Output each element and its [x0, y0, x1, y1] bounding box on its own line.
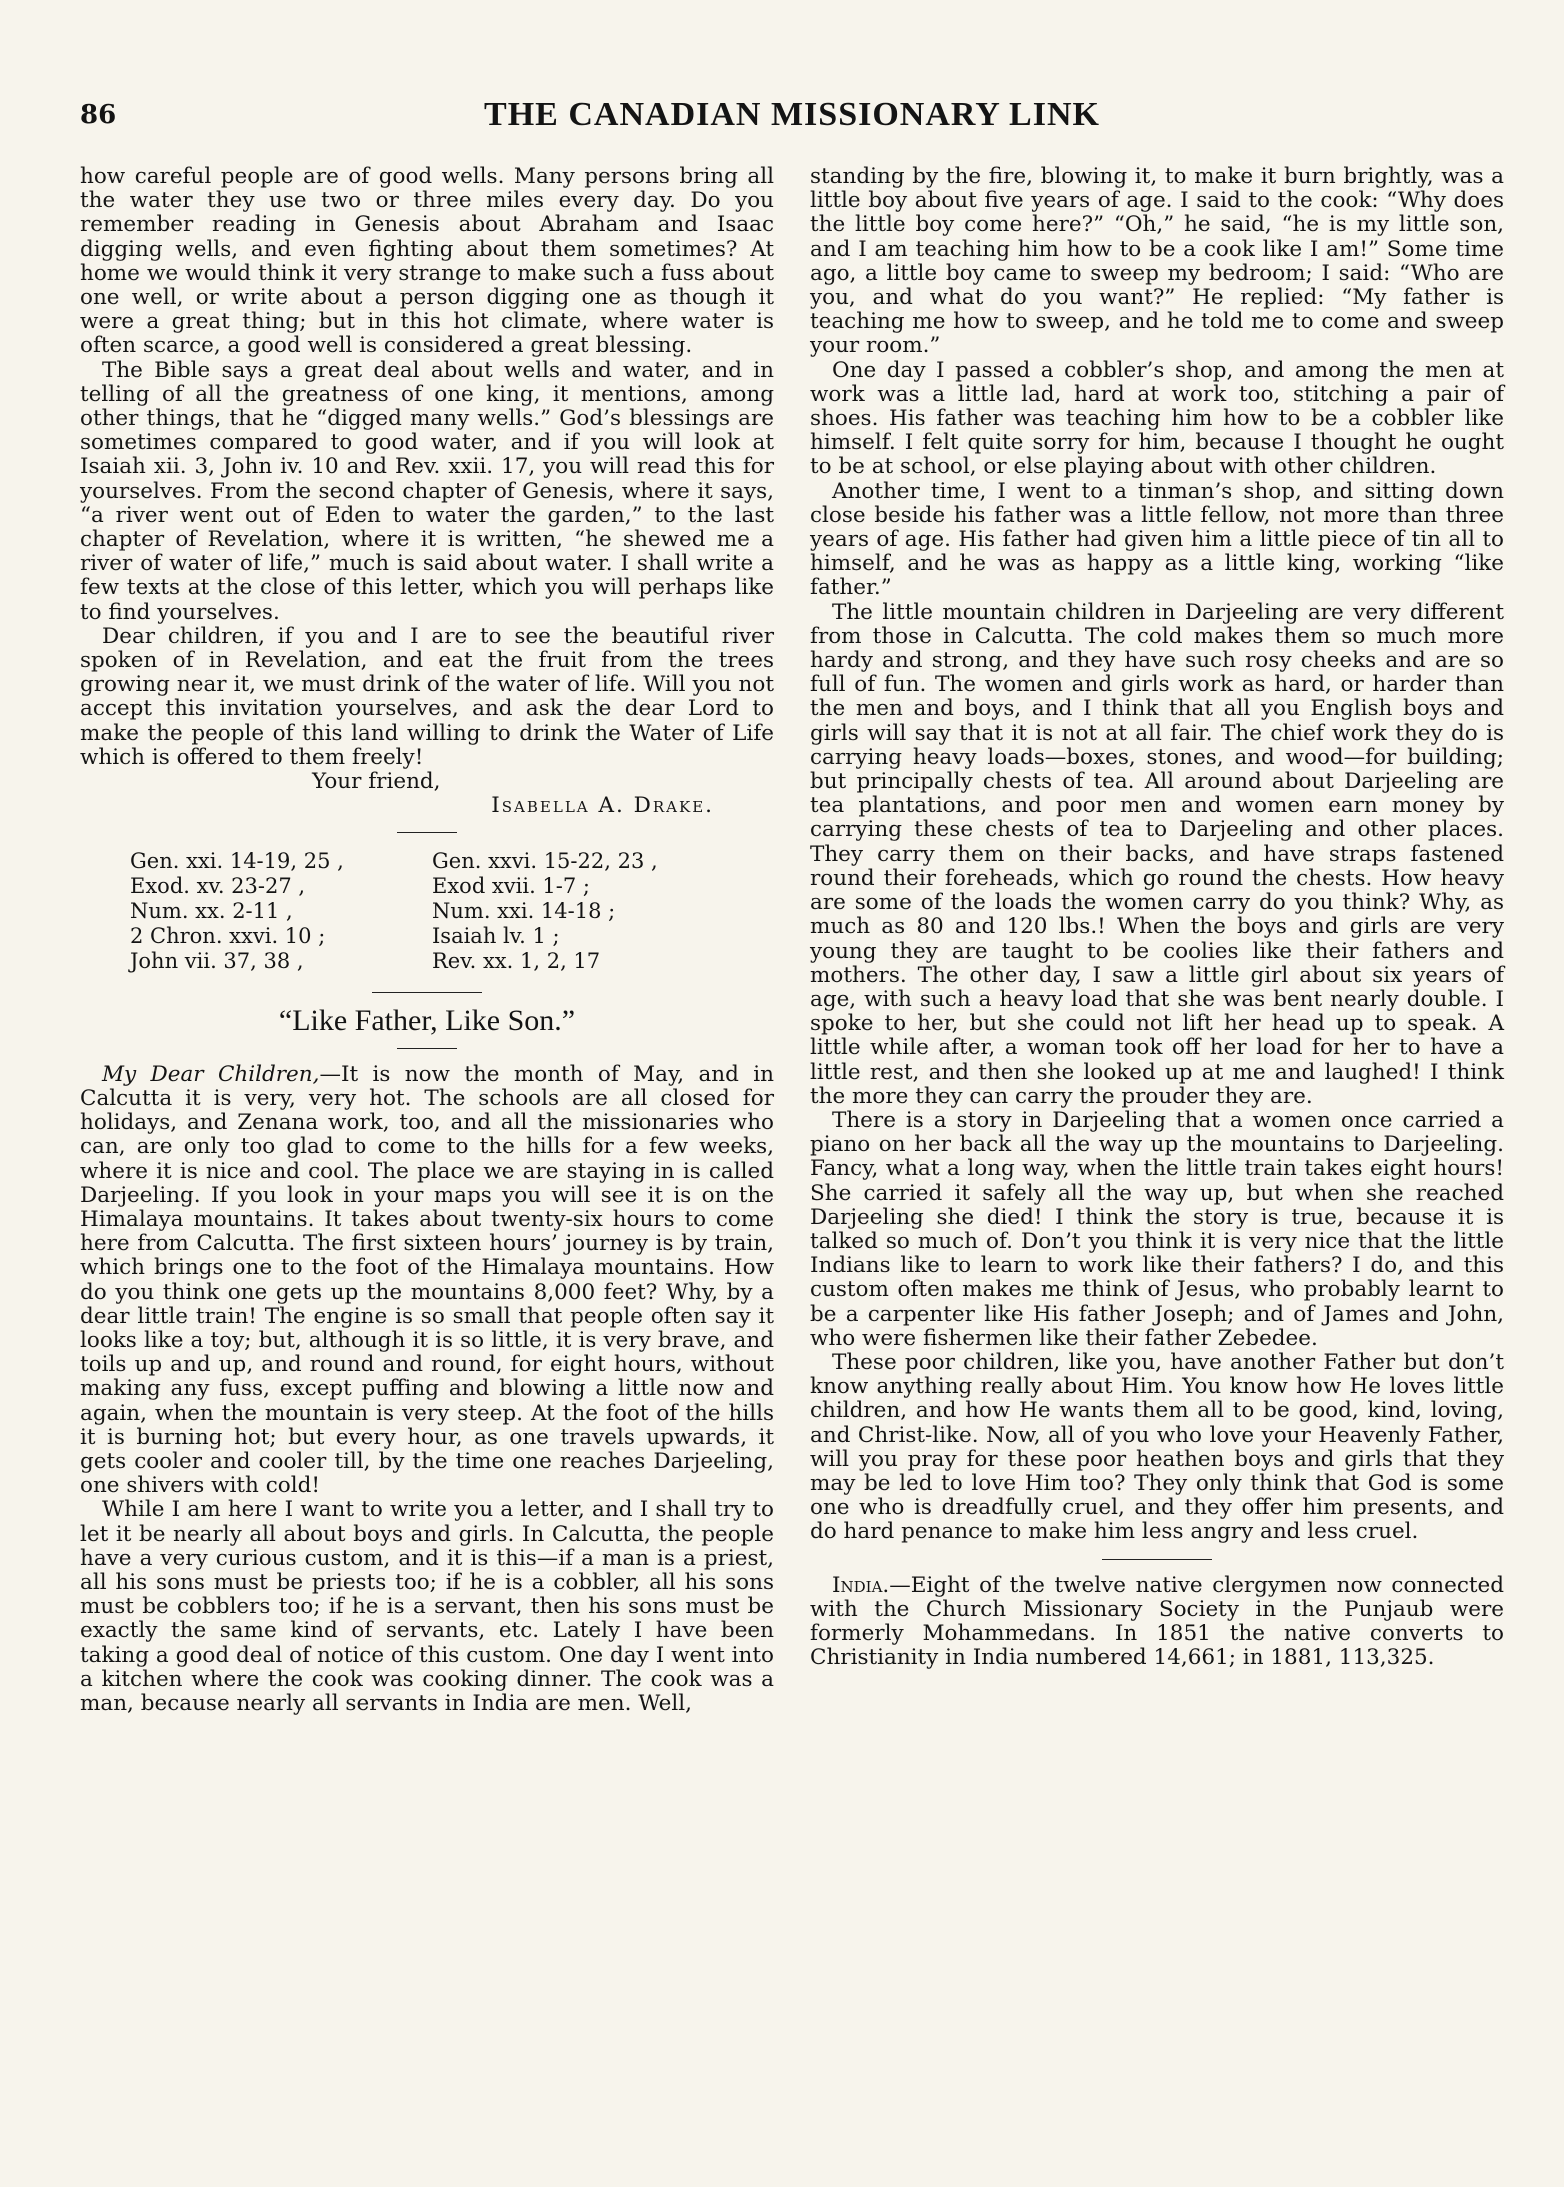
- reference-item: Exod xvii. 1-7 ;: [432, 874, 590, 899]
- footnote-label: India.: [832, 1572, 890, 1598]
- article-paragraph: One day I passed a cobbler’s shop, and among the men at work was a little lad, hard at work too, stitching a pair of shoes. His father was teaching him how to be a cobbler like himself. I felt quite sorry for him, because I thought he ought to be at school, or else playing about with other children.: [810, 357, 1504, 480]
- reference-item: Gen. xxi. 14-19, 25 ,: [130, 849, 344, 874]
- article-paragraph: These poor children, like you, have another Father but don’t know anything really about Him. You know how He loves little children, and how He wants them all to be good, kind, loving, and Christ-like. Now, all of you who love your Heavenly Father, will you pray for these poor heathen boys and girls that they may be led to love Him too? They only think that God is some one who is dreadfully cruel, and they offer him presents, and do hard penance to make him less angry and less cruel.: [810, 1349, 1504, 1545]
- references-right: [432, 849, 734, 974]
- reference-item: Exod. xv. 23-27 ,: [130, 874, 306, 899]
- reference-item: Num. xxi. 14-18 ;: [432, 899, 616, 924]
- scripture-references: [80, 847, 774, 978]
- article-paragraph-text: —It is now the month of May, and in Calcutta it is very, very hot. The schools are all closed for holidays, and Zenana work, too, and all the missionaries who can, are only too glad to come to the hills for a few weeks, where it is nice and cool. The place we are staying in is called Darjeeling. If you look in your maps you will see it is on the Himalaya mountains. It takes about twenty-six hours to come here from Calcutta. The first sixteen hours’ journey is by train, which brings one to the foot of the Himalaya mountains. How do you think one gets up the mountains 8,000 feet? Why, by a dear little train! The engine is so small that people often say it looks like a toy; but, although it is so little, it is very brave, and toils up and up, and round and round, for eight hours, without making any fuss, except puffing and blowing a little now and again, when the mountain is very steep. At the foot of the hills it is burning hot; but every hour, as one travels upwards, it gets cooler and cooler till, by the time one reaches Darjeeling, one shivers with cold!: [80, 1061, 774, 1499]
- footnote-paragraph: [810, 1574, 1504, 1671]
- letter-paragraph: The Bible says a great deal about wells and water, and in telling of all the greatness of one king, it mentions, among other things, that he “digged many wells.” God’s blessings are sometimes compared to good water, and if you will look at Isaiah xii. 3, John iv. 10 and Rev. xxii. 17, you will read this for yourselves. From the second chapter of Genesis, where it says, “a river went out of Eden to water the garden,” to the last chapter of Revelation, where it is written, “he shewed me a river of water of life,” much is said about water. I shall write a few texts at the close of this letter, which you will perhaps like to find yourselves.: [80, 357, 774, 625]
- article-title: “Like Father, Like Son.”: [278, 1004, 576, 1038]
- letter-paragraph: how careful people are of good wells. Many persons bring all the water they use two or three miles every day. Do you remember reading in Genesis about Abraham and Isaac digging wells, and even fighting about them sometimes? At home we would think it very strange to make such a fuss about one well, or write about a person digging one as though it were a great thing; but in this hot climate, where water is often scarce, a good well is considered a great blessing.: [80, 164, 774, 359]
- text-columns: [80, 165, 1504, 2127]
- article-paragraph: [80, 1063, 774, 1499]
- letter-signature: Isabella A. Drake.: [491, 793, 714, 819]
- page-header: [80, 96, 1504, 146]
- journal-title: THE CANADIAN MISSIONARY LINK: [484, 96, 1100, 133]
- separator-rule: [1102, 1559, 1212, 1560]
- separator-rule: [397, 1048, 457, 1049]
- reference-item: Isaiah lv. 1 ;: [432, 924, 560, 949]
- references-left: [130, 849, 432, 974]
- article-paragraph: While I am here I want to write you a letter, and I shall try to let it be nearly all about boys and girls. In Calcutta, the people have a very curious custom, and it is this—if a man is a priest, all his sons must be priests too; if he is a cobbler, all his sons must be cobblers too; if he is a servant, then his sons must be exactly the same kind of servants, etc. Lately I have been taking a good deal of notice of this custom. One day I went into a kitchen where the cook was cooking dinner. The cook was a man, because nearly all servants in India are men. Well,: [80, 1497, 774, 1716]
- letter-paragraph: Dear children, if you and I are to see the beautiful river spoken of in Revelation, and eat the fruit from the trees growing near it, we must drink of the water of life. Will you not accept this invitation yourselves, and ask the dear Lord to make the people of this land willing to drink the Water of Life which is offered to them freely!: [80, 623, 774, 770]
- footnote-text: —Eight of the twelve native clergymen now connected with the Church Missionary Society in the Punjaub were formerly Mohammedans. In 1851 the native converts to Christianity in India numbered 14,661; in 1881, 113,325.: [810, 1572, 1504, 1671]
- salutation: My Dear Children,: [102, 1061, 320, 1087]
- separator-rule: [372, 992, 482, 993]
- reference-item: 2 Chron. xxvi. 10 ;: [130, 924, 326, 949]
- page-number: 86: [80, 100, 117, 130]
- article-paragraph: There is a story in Darjeeling that a women once carried a piano on her back all the way up the mountains to Darjeeling. Fancy, what a long way, when the little train takes eight hours! She carried it safely all the way up, but when she reached Darjeeling she died! I think the story is true, because it is talked so much of. Don’t you think it is very nice that the little Indians like to learn to work like their fathers? I do, and this custom often makes me think of Jesus, who probably learnt to be a carpenter like His father Joseph; and of James and John, who were fishermen like their father Zebedee.: [810, 1107, 1504, 1351]
- letter-signoff: Your friend,: [312, 769, 441, 795]
- article-paragraph: Another time, I went to a tinman’s shop, and sitting down close beside his father was a little fellow, not more than three years of age. His father had given him a little piece of tin all to himself, and he was as happy as a little king, working “like father.”: [810, 478, 1504, 601]
- left-column: [80, 165, 774, 2127]
- reference-item: Num. xx. 2-11 ,: [130, 899, 293, 924]
- reference-item: Rev. xx. 1, 2, 17: [432, 949, 601, 974]
- article-paragraph: standing by the fire, blowing it, to make it burn brightly, was a little boy about five years of age. I said to the cook: “Why does the little boy come here?” “Oh,” he said, “he is my little son, and I am teaching him how to be a cook like I am!” Some time ago, a little boy came to sweep my bedroom; I said: “Who are you, and what do you want?” He replied: “My father is teaching me how to sweep, and he told me to come and sweep your room.”: [810, 164, 1504, 359]
- reference-item: Gen. xxvi. 15-22, 23 ,: [432, 849, 658, 874]
- reference-item: John vii. 37, 38 ,: [130, 949, 304, 974]
- article-paragraph: The little mountain children in Darjeeling are very different from those in Calcutta. The cold makes them so much more hardy and strong, and they have such rosy cheeks and are so full of fun. The women and girls work as hard, or harder than the men and boys, and I think that all you English boys and girls will say that it is not at all fair. The chief work they do is carrying heavy loads—boxes, stones, and wood—for building; but principally chests of tea. All around about Darjeeling are tea plantations, and poor men and women earn money by carrying these chests of tea to Darjeeling and other places. They carry them on their backs, and have straps fastened round their foreheads, which go round the chests. How heavy are some of the loads the women carry do you think? Why, as much as 80 and 120 lbs.! When the boys and girls are very young they are taught to be coolies like their fathers and mothers. The other day, I saw a little girl about six years of age, with such a heavy load that she was bent nearly double. I spoke to her, but she could not lift her head up to speak. A little while after, a woman took off her load for her to have a little rest, and then she looked up at me and laughed! I think the more they can carry the prouder they are.: [810, 599, 1504, 1109]
- right-column: [810, 165, 1504, 2127]
- separator-rule: [397, 832, 457, 833]
